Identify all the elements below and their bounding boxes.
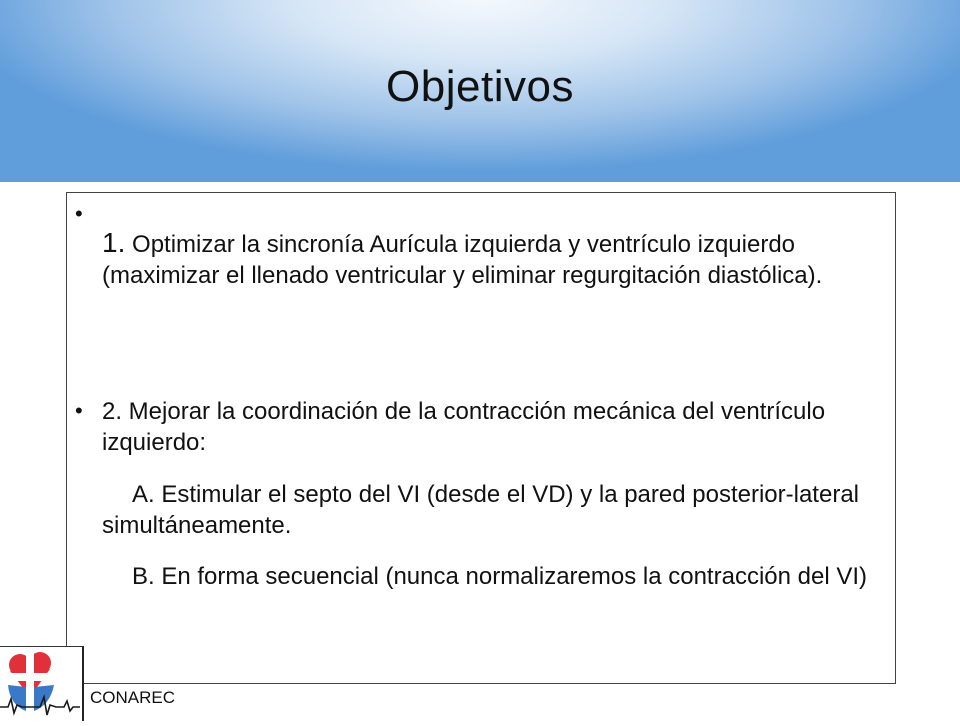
objective-1-text: Optimizar la sincronía Aurícula izquierda y ventrículo izquierdo (maximizar el llenado ventricular y eliminar regurgitación diastólica). bbox=[102, 231, 823, 289]
header-banner bbox=[0, 0, 960, 182]
objective-2-subitem-a: A. Estimular el septo del VI (desde el VD) y la pared posterior-lateral simultáneamente. bbox=[102, 481, 859, 539]
footer-brand: CONAREC bbox=[90, 688, 176, 707]
conarec-logo bbox=[0, 646, 84, 721]
objective-2-text: 2. Mejorar la coordinación de la contracción mecánica del ventrículo izquierdo: bbox=[102, 398, 826, 456]
heart-cross-ecg-icon bbox=[0, 647, 80, 721]
objective-1-number: 1. bbox=[102, 227, 126, 258]
slide-title: Objetivos bbox=[386, 62, 574, 111]
objective-1 bbox=[102, 227, 872, 291]
objective-2-subitem-b: B. En forma secuencial (nunca normalizaremos la contracción del VI) bbox=[132, 563, 867, 590]
content-box bbox=[66, 192, 896, 684]
